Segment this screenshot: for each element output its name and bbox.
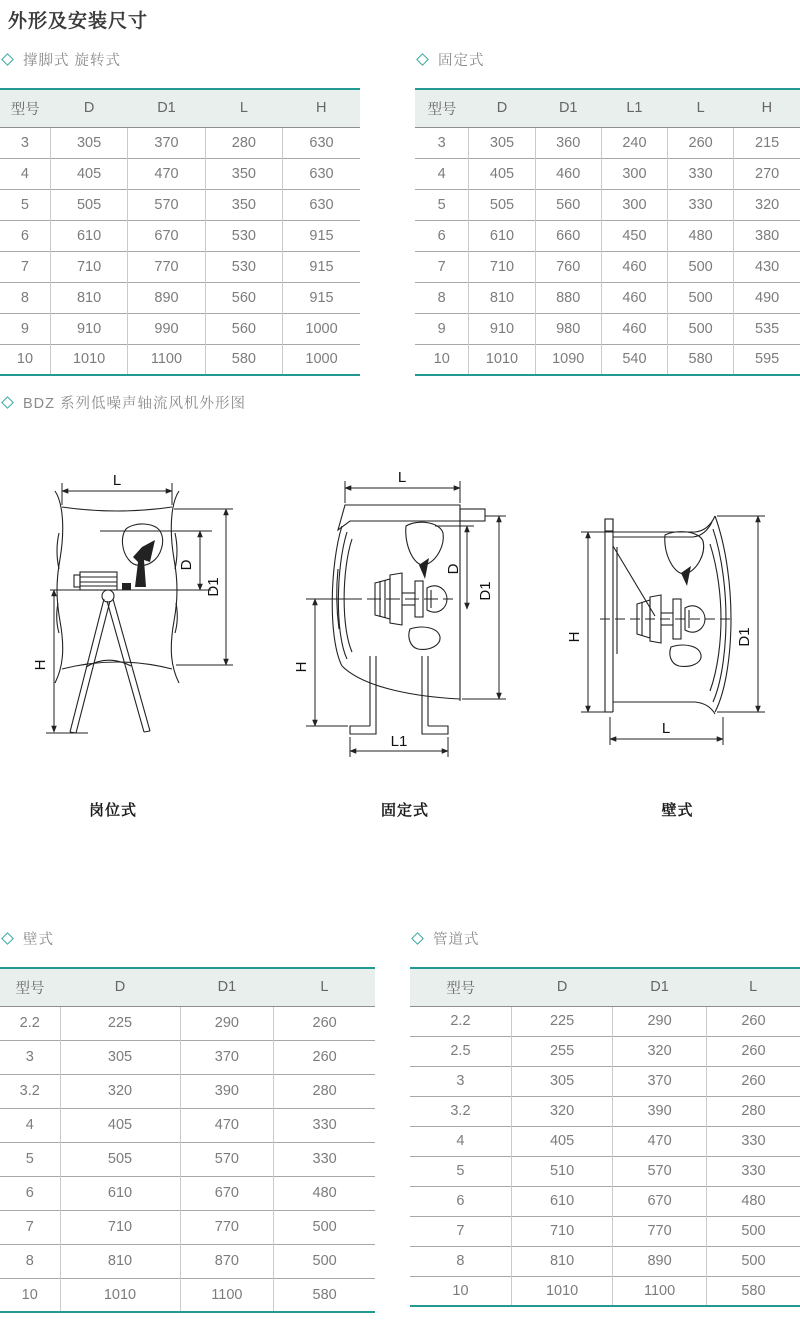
column-header: 型号 xyxy=(0,968,60,1006)
table-row xyxy=(0,220,360,251)
table-cell: 3 xyxy=(410,1066,511,1096)
table-cell: 630 xyxy=(283,189,360,220)
table-cell: 880 xyxy=(535,282,601,313)
fixed-column xyxy=(415,33,800,376)
table-cell: 370 xyxy=(180,1040,274,1074)
table-cell: 7 xyxy=(410,1216,511,1246)
table-cell: 3 xyxy=(0,1040,60,1074)
table-cell: 870 xyxy=(180,1244,274,1278)
drawings-row xyxy=(0,469,800,820)
table-cell: 500 xyxy=(668,282,734,313)
section-header-drawings xyxy=(0,392,800,413)
table-cell: 330 xyxy=(706,1126,800,1156)
column-header: H xyxy=(734,89,800,127)
table-cell: 405 xyxy=(60,1108,180,1142)
table-cell: 450 xyxy=(601,220,667,251)
table-cell: 330 xyxy=(668,189,734,220)
table-cell: 280 xyxy=(274,1074,375,1108)
diamond-icon xyxy=(1,53,14,66)
wall-column xyxy=(0,912,375,1313)
table-cell: 460 xyxy=(601,282,667,313)
table-cell: 670 xyxy=(613,1186,707,1216)
table-cell: 1010 xyxy=(511,1276,612,1306)
table-cell: 10 xyxy=(0,344,50,375)
diamond-icon xyxy=(1,932,14,945)
table-cell: 2.2 xyxy=(450,1013,471,1029)
column-header: 型号 xyxy=(0,89,50,127)
column-header: D xyxy=(469,89,535,127)
page-title: 外形及安装尺寸 xyxy=(8,11,149,32)
table-row xyxy=(410,1126,800,1156)
pedestal-drawing xyxy=(30,469,280,789)
table-cell: 300 xyxy=(601,158,667,189)
table-cell: 460 xyxy=(601,251,667,282)
table-cell: 6 xyxy=(0,220,50,251)
table-cell: 255 xyxy=(511,1036,612,1066)
table-cell: 500 xyxy=(706,1246,800,1276)
table-cell: 6 xyxy=(415,220,469,251)
wall-caption: 壁式 xyxy=(661,802,694,819)
dim-label-d: D xyxy=(178,559,195,571)
table-row xyxy=(415,344,800,375)
table-cell: 570 xyxy=(128,189,205,220)
dim-label-d1: D1 xyxy=(205,577,222,597)
table-cell: 3 xyxy=(20,134,29,151)
table-row xyxy=(0,282,360,313)
table-cell: 610 xyxy=(469,220,535,251)
table-row xyxy=(0,1074,375,1108)
table-cell: 1090 xyxy=(535,344,601,375)
table-cell: 390 xyxy=(180,1074,274,1108)
dim-label-h: H xyxy=(566,631,583,643)
dim-label-d1: D1 xyxy=(736,627,753,647)
section-header-wall xyxy=(0,928,375,949)
fixed-caption: 固定式 xyxy=(380,802,429,819)
table-cell: 530 xyxy=(205,251,282,282)
section-title-duct: 管道式 xyxy=(433,932,480,948)
table-cell: 980 xyxy=(535,313,601,344)
table-row xyxy=(0,1108,375,1142)
table-cell: 260 xyxy=(706,1066,800,1096)
table-cell: 580 xyxy=(668,344,734,375)
table-cell: 9 xyxy=(415,313,469,344)
table-row xyxy=(415,313,800,344)
table-row xyxy=(410,1186,800,1216)
section-header-duct xyxy=(410,928,800,949)
table-cell: 5 xyxy=(0,189,50,220)
table-cell: 215 xyxy=(734,127,800,158)
table-cell: 810 xyxy=(511,1246,612,1276)
table-cell: 300 xyxy=(601,189,667,220)
table-cell: 470 xyxy=(613,1126,707,1156)
table-cell: 7 xyxy=(0,1210,60,1244)
table-cell: 330 xyxy=(274,1108,375,1142)
table-cell: 6 xyxy=(0,1176,60,1210)
table-cell: 290 xyxy=(613,1006,707,1036)
table-cell: 5 xyxy=(0,1142,60,1176)
table-cell: 6 xyxy=(410,1186,511,1216)
table-row xyxy=(410,1276,800,1306)
column-header: L xyxy=(706,968,800,1006)
section-title-wall: 壁式 xyxy=(23,932,54,948)
column-header: D xyxy=(511,968,612,1006)
table-cell: 530 xyxy=(205,220,282,251)
table-cell: 560 xyxy=(535,189,601,220)
table-row xyxy=(0,1244,375,1278)
table-cell: 500 xyxy=(668,313,734,344)
table-cell: 260 xyxy=(706,1006,800,1036)
diamond-icon xyxy=(411,932,424,945)
table-cell: 470 xyxy=(128,158,205,189)
table-cell: 320 xyxy=(734,189,800,220)
table-cell: 10 xyxy=(415,344,469,375)
table-cell: 500 xyxy=(668,251,734,282)
column-header: D1 xyxy=(613,968,707,1006)
table-cell: 1100 xyxy=(128,344,205,375)
table-cell: 480 xyxy=(668,220,734,251)
table-cell: 580 xyxy=(706,1276,800,1306)
table-cell: 330 xyxy=(706,1156,800,1186)
table-cell: 305 xyxy=(511,1066,612,1096)
top-tables-row xyxy=(0,33,800,376)
table-row xyxy=(0,1142,375,1176)
column-header: 型号 xyxy=(410,968,511,1006)
column-header: D1 xyxy=(535,89,601,127)
table-row xyxy=(410,1066,800,1096)
table-cell: 770 xyxy=(128,251,205,282)
table-cell: 405 xyxy=(469,158,535,189)
table-cell: 280 xyxy=(205,127,282,158)
table-cell: 1100 xyxy=(613,1276,707,1306)
table-cell: 810 xyxy=(469,282,535,313)
table-row xyxy=(415,189,800,220)
table-cell: 595 xyxy=(734,344,800,375)
section-header-legs xyxy=(0,49,360,70)
table-cell: 390 xyxy=(613,1096,707,1126)
table-cell: 360 xyxy=(535,127,601,158)
table-cell: 570 xyxy=(613,1156,707,1186)
table-cell: 270 xyxy=(734,158,800,189)
table-cell: 770 xyxy=(180,1210,274,1244)
table-cell: 8 xyxy=(0,282,50,313)
table-row xyxy=(415,282,800,313)
pedestal-figure xyxy=(30,469,280,820)
table-cell: 630 xyxy=(283,127,360,158)
table-cell: 330 xyxy=(274,1142,375,1176)
table-cell: 350 xyxy=(205,158,282,189)
header-row xyxy=(0,968,375,1006)
table-cell: 660 xyxy=(535,220,601,251)
table-cell: 505 xyxy=(50,189,127,220)
table-cell: 710 xyxy=(511,1216,612,1246)
table-cell: 500 xyxy=(274,1210,375,1244)
dim-label-h: H xyxy=(293,661,310,673)
table-cell: 570 xyxy=(180,1142,274,1176)
wall-table xyxy=(0,967,375,1313)
table-cell: 8 xyxy=(0,1244,60,1278)
table-cell: 290 xyxy=(180,1006,274,1040)
table-row xyxy=(0,1176,375,1210)
table-cell: 505 xyxy=(60,1142,180,1176)
table-row xyxy=(415,251,800,282)
dim-label-l: L xyxy=(661,720,671,737)
column-header: D1 xyxy=(128,89,205,127)
table-cell: 305 xyxy=(50,127,127,158)
table-cell: 760 xyxy=(535,251,601,282)
table-cell: 610 xyxy=(50,220,127,251)
table-cell: 3.2 xyxy=(410,1096,511,1126)
table-cell: 405 xyxy=(511,1126,612,1156)
table-cell: 670 xyxy=(128,220,205,251)
table-cell: 4 xyxy=(0,158,50,189)
table-cell: 460 xyxy=(535,158,601,189)
table-cell: 305 xyxy=(60,1040,180,1074)
fixed-drawing xyxy=(290,469,520,789)
table-cell: 260 xyxy=(274,1006,375,1040)
duct-table xyxy=(410,967,800,1307)
table-cell: 330 xyxy=(668,158,734,189)
table-row xyxy=(410,1006,800,1036)
section-title-legs: 撑脚式 旋转式 xyxy=(23,53,122,69)
table-cell: 480 xyxy=(706,1186,800,1216)
table-row xyxy=(0,158,360,189)
table-cell: 10 xyxy=(410,1276,511,1306)
table-cell: 1100 xyxy=(180,1278,274,1312)
table-cell: 370 xyxy=(613,1066,707,1096)
table-cell: 470 xyxy=(180,1108,274,1142)
table-cell: 1000 xyxy=(283,344,360,375)
pedestal-caption: 岗位式 xyxy=(88,802,137,819)
table-cell: 500 xyxy=(706,1216,800,1246)
dim-label-d: D xyxy=(445,563,462,575)
table-row xyxy=(415,127,800,158)
table-cell: 810 xyxy=(60,1244,180,1278)
section-header-fixed xyxy=(415,49,800,70)
table-cell: 4 xyxy=(410,1126,511,1156)
wall-drawing xyxy=(555,469,800,789)
column-header: L xyxy=(274,968,375,1006)
table-cell: 2.5 xyxy=(410,1036,511,1066)
table-cell: 260 xyxy=(668,127,734,158)
table-cell: 225 xyxy=(60,1006,180,1040)
table-row xyxy=(0,127,360,158)
column-header: D1 xyxy=(180,968,274,1006)
table-cell: 890 xyxy=(128,282,205,313)
table-cell: 260 xyxy=(706,1036,800,1066)
duct-column xyxy=(410,912,800,1313)
table-row xyxy=(0,1278,375,1312)
column-header: L xyxy=(668,89,734,127)
header-row xyxy=(415,89,800,127)
table-cell: 9 xyxy=(0,313,50,344)
table-row xyxy=(0,1006,375,1040)
table-cell: 4 xyxy=(415,158,469,189)
table-row xyxy=(0,251,360,282)
table-row xyxy=(410,1096,800,1126)
table-cell: 3 xyxy=(437,134,446,151)
table-cell: 320 xyxy=(613,1036,707,1066)
table-cell: 2.2 xyxy=(19,1015,40,1031)
table-cell: 560 xyxy=(205,313,282,344)
diamond-icon xyxy=(1,396,14,409)
table-cell: 915 xyxy=(283,220,360,251)
header-row xyxy=(410,968,800,1006)
table-cell: 610 xyxy=(60,1176,180,1210)
table-cell: 240 xyxy=(601,127,667,158)
section-title-fixed: 固定式 xyxy=(438,53,485,69)
table-cell: 1000 xyxy=(283,313,360,344)
dim-label-l: L xyxy=(112,472,122,489)
table-row xyxy=(0,1210,375,1244)
table-cell: 7 xyxy=(0,251,50,282)
table-row xyxy=(0,344,360,375)
table-cell: 560 xyxy=(205,282,282,313)
table-cell: 810 xyxy=(50,282,127,313)
table-cell: 580 xyxy=(205,344,282,375)
dim-label-l: L xyxy=(397,469,407,486)
legs-column xyxy=(0,33,360,376)
table-cell: 4 xyxy=(0,1108,60,1142)
diamond-icon xyxy=(416,53,429,66)
table-cell: 915 xyxy=(283,282,360,313)
column-header: 型号 xyxy=(415,89,469,127)
table-cell: 10 xyxy=(0,1278,60,1312)
table-cell: 890 xyxy=(613,1246,707,1276)
table-cell: 1010 xyxy=(50,344,127,375)
table-cell: 990 xyxy=(128,313,205,344)
table-cell: 540 xyxy=(601,344,667,375)
table-cell: 610 xyxy=(511,1186,612,1216)
table-row xyxy=(0,189,360,220)
table-row xyxy=(415,220,800,251)
table-row xyxy=(410,1216,800,1246)
table-cell: 430 xyxy=(734,251,800,282)
table-cell: 910 xyxy=(469,313,535,344)
table-cell: 8 xyxy=(415,282,469,313)
table-cell: 710 xyxy=(60,1210,180,1244)
table-cell: 1010 xyxy=(469,344,535,375)
table-cell: 380 xyxy=(734,220,800,251)
table-cell: 7 xyxy=(415,251,469,282)
table-cell: 480 xyxy=(274,1176,375,1210)
table-cell: 320 xyxy=(60,1074,180,1108)
legs-table xyxy=(0,88,360,376)
fixed-figure xyxy=(290,469,520,820)
section-title-drawings: BDZ 系列低噪声轴流风机外形图 xyxy=(23,396,247,412)
table-cell: 3.2 xyxy=(0,1074,60,1108)
table-cell: 710 xyxy=(50,251,127,282)
table-cell: 260 xyxy=(274,1040,375,1074)
dim-label-d1: D1 xyxy=(477,581,494,601)
fixed-table xyxy=(415,88,800,376)
wall-figure xyxy=(555,469,800,820)
table-cell: 305 xyxy=(469,127,535,158)
dim-label-h: H xyxy=(32,659,49,671)
table-row xyxy=(0,313,360,344)
table-cell: 280 xyxy=(706,1096,800,1126)
table-row xyxy=(410,1156,800,1186)
table-cell: 1010 xyxy=(60,1278,180,1312)
table-cell: 8 xyxy=(410,1246,511,1276)
table-cell: 670 xyxy=(180,1176,274,1210)
table-cell: 710 xyxy=(469,251,535,282)
table-row xyxy=(410,1246,800,1276)
table-cell: 910 xyxy=(50,313,127,344)
table-row xyxy=(410,1036,800,1066)
table-cell: 405 xyxy=(50,158,127,189)
table-cell: 370 xyxy=(128,127,205,158)
column-header: L1 xyxy=(601,89,667,127)
table-row xyxy=(0,1040,375,1074)
column-header: D xyxy=(60,968,180,1006)
table-cell: 630 xyxy=(283,158,360,189)
table-cell: 5 xyxy=(410,1156,511,1186)
table-cell: 460 xyxy=(601,313,667,344)
dim-label-l1: L1 xyxy=(390,733,408,750)
header-row xyxy=(0,89,360,127)
table-cell: 535 xyxy=(734,313,800,344)
table-cell: 500 xyxy=(274,1244,375,1278)
table-cell: 5 xyxy=(415,189,469,220)
table-cell: 490 xyxy=(734,282,800,313)
table-cell: 510 xyxy=(511,1156,612,1186)
table-row xyxy=(415,158,800,189)
bottom-tables-row xyxy=(0,912,800,1313)
column-header: D xyxy=(50,89,127,127)
table-cell: 580 xyxy=(274,1278,375,1312)
table-cell: 915 xyxy=(283,251,360,282)
table-cell: 225 xyxy=(511,1006,612,1036)
table-cell: 505 xyxy=(469,189,535,220)
column-header: L xyxy=(205,89,282,127)
table-cell: 770 xyxy=(613,1216,707,1246)
table-cell: 320 xyxy=(511,1096,612,1126)
column-header: H xyxy=(283,89,360,127)
table-cell: 350 xyxy=(205,189,282,220)
